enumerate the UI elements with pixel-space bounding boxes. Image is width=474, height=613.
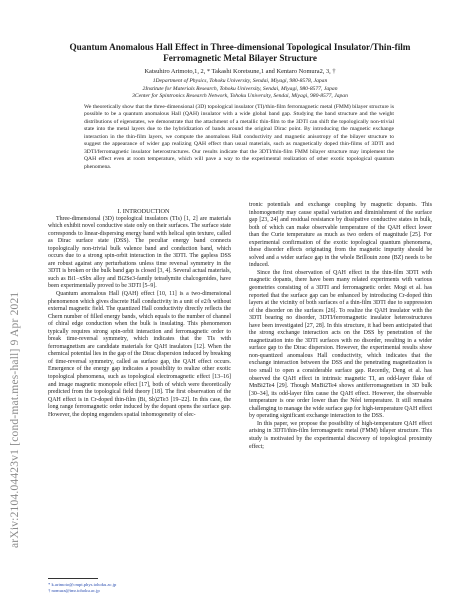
paragraph: Three-dimensional (3D) topological insulators (TIs) [1, 2] are materials which exhibit novel conductive state only on their surfaces. The surface state corresponds to linear-dispersing energy band with helical spin texture, called as Dirac surface state (DSS). The peculiar energy band connects topologically non-trivial bulk valence band and conduction band, which occurs due to a strong spin-orbit interaction in the 3DTI. The gapless DSS are robust against any perturbations unless time reversal symmetry in the 3DTI is broken or the bulk band gap is closed [3, 4]. Several actual materials, such as Bi1−xSbx alloy and Bi2Se3-family tetradymite chalcogenides, have been experimentally proved to be 3DTI [5–9]. — [48, 215, 231, 290]
author-list: Katsuhiro Arimoto,1, 2, * Takashi Koretsune,1 and Kentaro Nomura2, 3, † — [144, 68, 336, 75]
footnote-rule — [48, 578, 98, 579]
footnotes — [48, 578, 231, 594]
section-heading: I. INTRODUCTION — [117, 208, 170, 215]
right-column — [249, 202, 432, 451]
paragraph: In this paper, we propose the possibility of high-temperature QAH effect arising in 3DTI/thin-film ferromagnetic metal (FMM) bilayer structure. This study is motivated by the experimental discovery of topological proximity effect; — [249, 420, 432, 450]
arxiv-stamp — [9, 248, 23, 548]
affiliation-2: 2Institute for Materials Research, Tohoku University, Sendai, Miyagi, 980-8577, Japan — [142, 85, 338, 92]
abstract: We theoretically show that the three-dimensional (3D) topological insulator (TI)/thin-film ferromagnetic metal (FMM) bilayer structure is possible to be a quantum anomalous Hall (QAH) insulator with a wide global band gap. Studying the band structure and the weight distributions of eigenstates, we demonstrate that the attachment of a metallic thin-film to the 3DTI can shift the topologically non-trivial state into the metal layers due to the hybridization of bands around the original Dirac point. By introducing the magnetic exchange interaction in the thin-film layers, we compute the anomalous Hall conductivity and magnetic anisotropy of the bilayer structure to suggest the appearance of wider gap realizing QAH effect than usual materials, such as magnetically doped thin-films of 3DTI and 3DTI/ferromagnetic insulator heterostructures. Our results indicate that the 3DTI/thin-film FMM bilayer structure may implement the QAH effect even at room temperature, which will pave a way to the experimental realization of other exotic topological quantum phenomena. — [84, 104, 394, 170]
paragraph: Quantum anomalous Hall (QAH) effect [10, 11] is a two-dimensional phenomenon which gives discrete Hall conductivity in a unit of e2/h without external magnetic field. The quantized Hall conductivity directly reflects the Chern number of filled energy bands, which equals to the number of channel of chiral edge conduction when the bulk is insulating. This phenomenon typically requires strong spin-orbit interaction and ferromagnetic order to break time-reversal symmetry, which indicates that the TIs with ferromagnetism are candidate materials for QAH insulators [12]. When the chemical potential lies in the gap of the Dirac dispersion induced by breaking of time-reversal symmetry, called as surface gap, the QAH effect occurs. Emergence of the energy gap indicates a possibility to realize other exotic topological phenomena, such as topological electromagnetic effect [13–16] and image magnetic monopole effect [17], both of which were theoretically predicted from the topological field theory [18]. The first observation of the QAH effect is in Cr-doped thin-film (Bi, Sb)2Te3 [19–22]. In this case, the long range ferromagnetic order induced by the dopant opens the surface gap. However, the doping engenders spatial inhomogeneity of elec- — [48, 291, 231, 418]
left-column — [48, 208, 231, 419]
paragraph: tronic potentials and exchange coupling by magnetic dopants. This inhomogeneity may cause spatial variation and diminishment of the surface gap [23, 24] and residual resistance by dissipative conductive states in bulk, both of which can make observable temperature of the QAH effect lower than the Curie temperature as much as two orders of magnitude [25]. For experimental confirmation of the exotic topological quantum phenomena, these disorder effects originating from the magnetic impurity should be solved and a wider surface gap in the whole Brillouin zone (BZ) needs to be induced. — [249, 202, 432, 269]
footnote-email-2[interactable] — [48, 588, 231, 594]
affiliation-1: 1Department of Physics, Tohoku University, Sendai, Miyagi, 980-8578, Japan — [152, 78, 328, 84]
email-link[interactable]: * k.arimoto@cmpt.phys.tohoku.ac.jp — [48, 582, 117, 587]
paper-title: Quantum Anomalous Hall Effect in Three-dimensional Topological Insulator/Thin-film Ferromagnetic Metal Bilayer Structure — [69, 42, 411, 63]
affiliations — [40, 78, 440, 101]
paragraph: Since the first observation of QAH effect in the thin-film 3DTI with magnetic dopants, there have been many related experiments with various geometries consisting of a 3DTI and ferromagnetic order. Mogi et al. has reported that the surface gap can be enhanced by introducing Cr-doped thin layers at the vicinity of both surfaces of a thin-film 3DTI due to suppression of the disorder on the surfaces [26]. To realize the QAH insulator with the 3DTI bearing no disorder, 3DTI/ferromagnetic insulator heterostructures have been investigated [27, 28]. In this structure, it had been anticipated that the strong exchange interaction acts on the DSS by penetration of the magnetization into the 3DTI surfaces with no disorder, resulting in a wider surface gap to the Dirac dispersion. However, the experimental results show non-quantized anomalous Hall conductivity, which indicates that the exchange interaction between the DSS and the penetrating magnetization is too small to open a considerable surface gap. Recently, Deng et al. has observed the QAH effect in intrinsic magnetic TI, an odd-layer flake of MnBi2Te4 [29]. Though MnBi2Te4 shows antiferromagnetism in 3D bulk [30–34], its odd-layer film cause the QAH effect. However, the observable temperature is one order lower than the Néel temperature. It still remains challenging to manage the wide surface gap for high-temperature QAH effect by operating significant exchange interaction to the DSS. — [249, 269, 432, 420]
arxiv-identifier: arXiv:2104.04423v1 [cond-mat.mes-hall] 9 Apr 2021 — [9, 291, 21, 548]
affiliation-3: 3Center for Spintronics Research Network, Tohoku University, Sendai, Miyagi, 980-8577, Japan — [132, 93, 348, 100]
email-link[interactable]: † nomura@imr.tohoku.ac.jp — [48, 588, 100, 593]
